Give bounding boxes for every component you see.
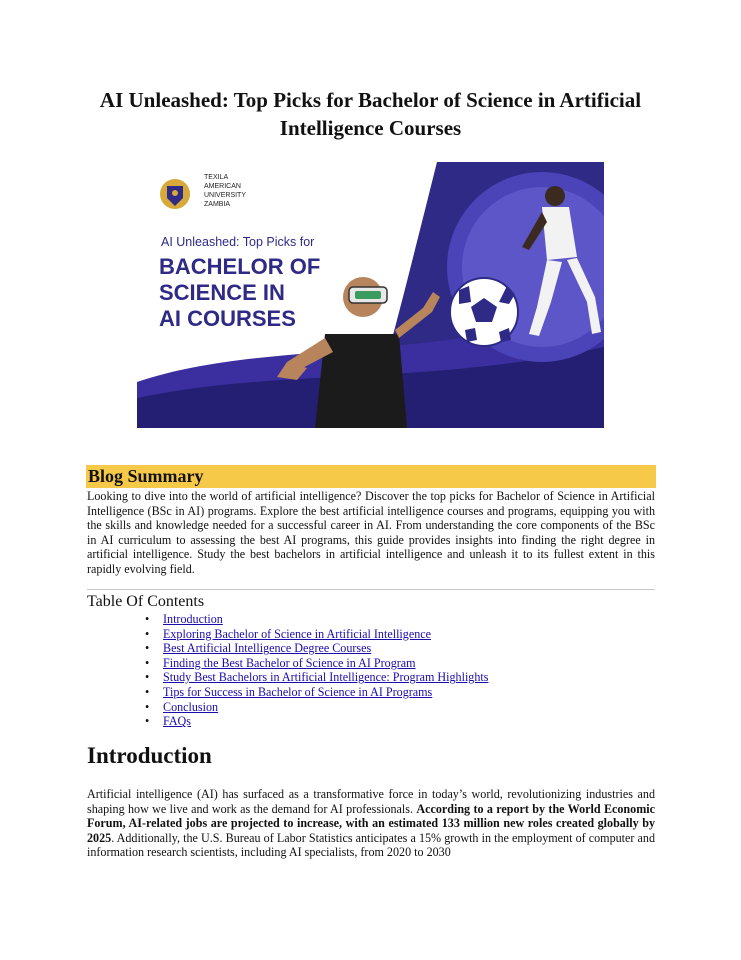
- introduction-heading: Introduction: [87, 743, 212, 768]
- logo-line-3: UNIVERSITY: [204, 192, 247, 199]
- blog-summary-text: Looking to dive into the world of artificial intelligence? Discover the top picks for Bachelor of Science in Artificial Intelligence (BSc in AI) programs. Explore the best artificial intelligence courses and programs, equipping you with the skills and knowledge needed for a successful career in AI. From understanding the core components of the BSc in AI curriculum to assessing the best AI programs, this guide provides insights into finding the right degree in artificial intelligence. Study the best bachelors in artificial intelligence and unleash it to its fullest extent in this rapidly evolving field.: [87, 489, 655, 576]
- banner-kicker: AI Unleashed: Top Picks for: [161, 235, 315, 249]
- banner-headline-2: SCIENCE IN: [159, 280, 285, 305]
- divider: [87, 589, 655, 590]
- logo-line-2: AMERICAN: [204, 183, 241, 190]
- toc-item: [145, 656, 488, 671]
- toc-link-introduction[interactable]: Introduction: [163, 612, 223, 626]
- toc-link-finding[interactable]: Finding the Best Bachelor of Science in AI Program: [163, 655, 416, 670]
- toc-item: [145, 700, 488, 715]
- toc-link-highlights[interactable]: Study Best Bachelors in Artificial Intelligence: Program Highlights: [163, 670, 489, 685]
- toc-item: [145, 612, 488, 627]
- logo-line-1: TEXILA: [204, 174, 229, 181]
- hero-banner: [137, 162, 604, 428]
- toc-item: [145, 685, 488, 700]
- toc-title: Table Of Contents: [87, 593, 205, 610]
- toc-item: [145, 641, 488, 656]
- university-logo: [160, 179, 190, 209]
- toc-item: [145, 627, 488, 642]
- toc-link-conclusion[interactable]: Conclusion: [163, 699, 219, 714]
- toc-link-tips[interactable]: Tips for Success in Bachelor of Science in AI Programs: [163, 684, 433, 699]
- banner-headline-3: AI COURSES: [159, 306, 296, 331]
- page-title: AI Unleashed: Top Picks for Bachelor of Science in Artificial Intelligence Courses: [99, 88, 642, 140]
- toc-link-best-courses[interactable]: Best Artificial Intelligence Degree Courses: [163, 641, 372, 656]
- soccer-ball-image: [450, 278, 518, 346]
- intro-text-end: . Additionally, the U.S. Bureau of Labor Statistics anticipates a 15% growth in the employment of computer and information research scientists, including AI specialists, from 2020 to 2030: [87, 830, 655, 860]
- blog-summary-heading: Blog Summary: [86, 465, 656, 488]
- banner-headline-1: BACHELOR OF: [159, 254, 321, 279]
- toc-item: [145, 670, 488, 685]
- table-of-contents: [145, 612, 488, 729]
- introduction-paragraph: [87, 787, 655, 860]
- toc-link-exploring[interactable]: Exploring Bachelor of Science in Artificial Intelligence: [163, 626, 431, 641]
- intro-text-bold: According to a report by the World Economic Forum, AI-related jobs are projected to increase, with an estimated 133 million new roles created globally by 2025: [87, 801, 656, 845]
- logo-line-4: ZAMBIA: [204, 201, 231, 208]
- intro-text-start: Artificial intelligence (AI) has surfaced as a transformative force in today’s world, revolutionizing industries and shaping how we live and work as the demand for AI professionals.: [87, 787, 655, 816]
- toc-link-faqs[interactable]: FAQs: [163, 714, 192, 729]
- toc-item: [145, 714, 488, 729]
